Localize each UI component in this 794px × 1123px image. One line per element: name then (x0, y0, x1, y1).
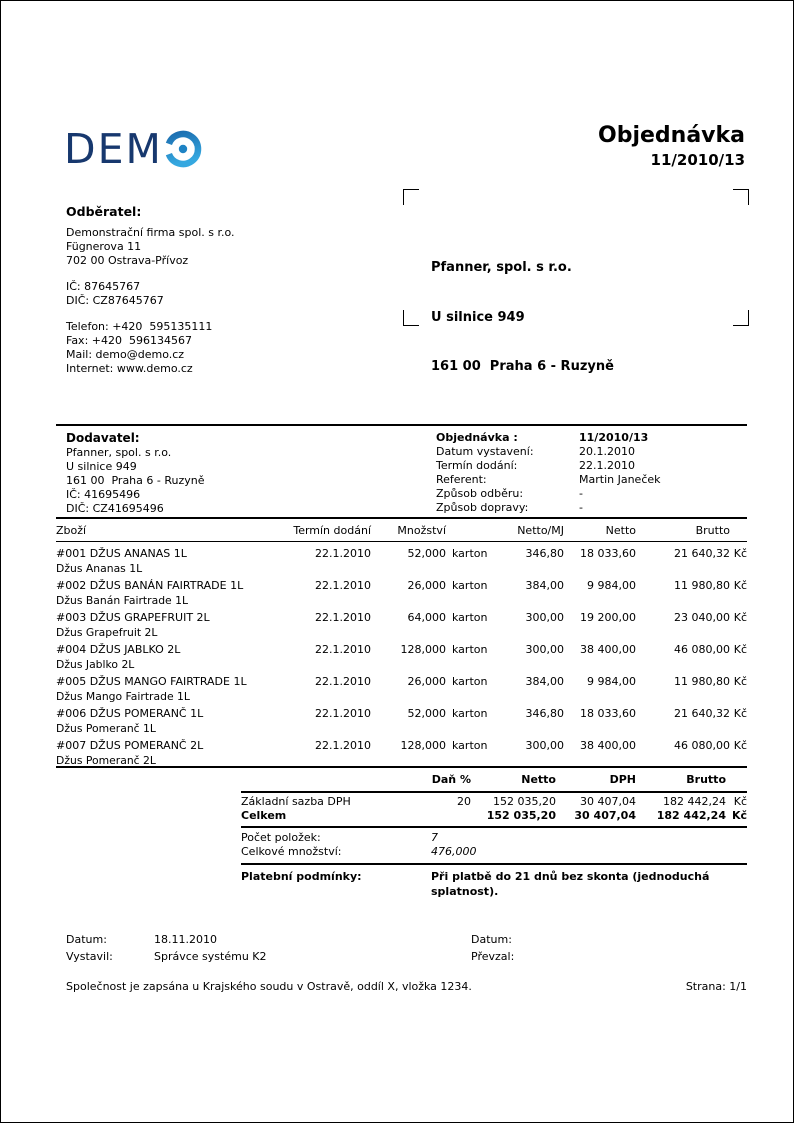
item-currency: Kč (733, 739, 747, 752)
order-info-label: Objednávka : (436, 431, 518, 444)
supplier-city: 161 00 Praha 6 - Ruzyně (66, 474, 205, 487)
customer-name: Demonstrační firma spol. s r.o. (66, 226, 235, 239)
table-row (56, 638, 747, 670)
vat-rate-label: Základní sazba DPH (241, 795, 351, 808)
item-netto-mj: 300,00 (525, 739, 564, 752)
recipient-name: Pfanner, spol. s r.o. (431, 260, 572, 275)
table-row (56, 542, 747, 574)
item-netto-mj: 346,80 (525, 707, 564, 720)
item-code: #002 DŽUS BANÁN FAIRTRADE 1L (56, 579, 244, 592)
col-header-dph: DPH (609, 773, 636, 786)
recipient-street: U silnice 949 (431, 309, 525, 325)
item-unit: karton (452, 547, 488, 560)
item-brutto: 11 980,80 (674, 579, 730, 592)
vat-rate-currency: Kč (733, 795, 747, 808)
customer-street: Fügnerova 11 (66, 240, 142, 253)
item-termin: 22.1.2010 (315, 739, 371, 752)
total-quantity-value: 476,000 (431, 845, 477, 858)
recipient-city: 161 00 Praha 6 - Ruzyně (431, 359, 614, 374)
table-row (56, 574, 747, 606)
order-info-row (436, 459, 661, 473)
customer-phone: Telefon: +420 595135111 (66, 320, 213, 333)
item-currency: Kč (733, 675, 747, 688)
item-currency: Kč (733, 643, 747, 656)
item-unit: karton (452, 611, 488, 624)
item-unit: karton (452, 579, 488, 592)
col-header-termin-dodani: Termín dodání (293, 524, 371, 537)
item-unit: karton (452, 643, 488, 656)
signature-block-left (66, 931, 267, 965)
supplier-heading: Dodavatel: (66, 431, 140, 445)
item-netto: 38 400,00 (580, 643, 636, 656)
item-termin: 22.1.2010 (315, 707, 371, 720)
item-description: Džus Pomeranč 2L (56, 754, 156, 767)
order-info-row (436, 431, 661, 445)
item-description: Džus Grapefruit 2L (56, 626, 158, 639)
order-info-value: 11/2010/13 (579, 431, 649, 444)
item-code: #001 DŽUS ANANAS 1L (56, 547, 187, 560)
total-dph: 30 407,04 (574, 809, 636, 822)
recipient-address (431, 227, 614, 409)
totals-rows (241, 793, 747, 828)
logo-text: DEM (64, 126, 163, 172)
item-netto: 18 033,60 (580, 547, 636, 560)
issued-by-label: Vystavil: (66, 950, 113, 963)
item-qty: 26,000 (407, 675, 446, 688)
table-row (56, 606, 747, 638)
col-header-brutto: Brutto (686, 773, 726, 786)
counts-section (241, 828, 747, 865)
item-code: #006 DŽUS POMERANČ 1L (56, 707, 204, 720)
item-qty: 64,000 (407, 611, 446, 624)
item-termin: 22.1.2010 (315, 643, 371, 656)
vat-rate-brutto: 182 442,24 (663, 795, 726, 808)
order-info-value: - (579, 487, 583, 500)
order-info-block (436, 431, 661, 515)
order-info-label: Způsob dopravy: (436, 501, 529, 514)
col-header-netto: Netto (521, 773, 556, 786)
customer-block (66, 204, 235, 388)
crop-mark-bottom-left (403, 310, 419, 326)
item-termin: 22.1.2010 (315, 675, 371, 688)
item-currency: Kč (733, 611, 747, 624)
totals-section (241, 773, 747, 899)
page-indicator: Strana: 1/1 (685, 980, 747, 993)
item-code: #004 DŽUS JABLKO 2L (56, 643, 181, 656)
table-row (56, 734, 747, 766)
vat-rate-row (241, 795, 747, 809)
col-header-dan: Daň % (431, 773, 471, 786)
item-termin: 22.1.2010 (315, 579, 371, 592)
order-info-label: Termín dodání: (436, 459, 518, 472)
item-currency: Kč (733, 579, 747, 592)
date-label: Datum: (471, 933, 512, 946)
order-info-row (436, 501, 661, 515)
order-info-label: Datum vystavení: (436, 445, 534, 458)
supplier-name: Pfanner, spol. s r.o. (66, 446, 172, 459)
item-count-value: 7 (431, 831, 438, 844)
customer-ic: IČ: 87645767 (66, 280, 141, 293)
item-currency: Kč (733, 547, 747, 560)
issued-by-value: Správce systému K2 (154, 950, 267, 963)
item-netto: 9 984,00 (587, 675, 636, 688)
total-brutto: 182 442,24 (656, 809, 726, 822)
item-qty: 128,000 (400, 643, 446, 656)
item-description: Džus Banán Fairtrade 1L (56, 594, 189, 607)
item-netto-mj: 300,00 (525, 643, 564, 656)
issued-by-row (66, 948, 267, 965)
item-code: #005 DŽUS MANGO FAIRTRADE 1L (56, 675, 247, 688)
item-description: Džus Mango Fairtrade 1L (56, 690, 190, 703)
item-brutto: 46 080,00 (674, 739, 730, 752)
total-percent (426, 809, 471, 823)
total-label: Celkem (241, 809, 287, 822)
item-count-row (241, 831, 747, 845)
item-unit: karton (452, 675, 488, 688)
demo-logo (64, 126, 214, 176)
item-description: Džus Jablko 2L (56, 658, 135, 671)
item-termin: 22.1.2010 (315, 611, 371, 624)
col-header-netto: Netto (605, 524, 636, 537)
company-registration-note: Společnost je zapsána u Krajského soudu v Ostravě, oddíl X, vložka 1234. (66, 980, 472, 993)
item-brutto: 21 640,32 (674, 547, 730, 560)
date-row (471, 931, 559, 948)
order-number: 11/2010/13 (650, 151, 745, 169)
order-info-value: 20.1.2010 (579, 445, 635, 458)
customer-city: 702 00 Ostrava-Přívoz (66, 254, 189, 267)
customer-dic: DIČ: CZ87645767 (66, 294, 164, 307)
date-value: 18.11.2010 (154, 933, 217, 946)
order-info-label: Způsob odběru: (436, 487, 524, 500)
item-termin: 22.1.2010 (315, 547, 371, 560)
address-window (403, 189, 749, 374)
col-header-mnozstvi: Množství (397, 524, 446, 537)
items-table (56, 517, 747, 768)
item-brutto: 11 980,80 (674, 675, 730, 688)
vat-rate-dph: 30 407,04 (580, 795, 636, 808)
col-header-currency (730, 524, 747, 537)
order-info-value: Martin Janeček (579, 473, 661, 486)
date-row (66, 931, 267, 948)
payment-terms-row (241, 865, 747, 899)
item-qty: 52,000 (407, 707, 446, 720)
item-qty: 52,000 (407, 547, 446, 560)
item-description: Džus Pomeranč 1L (56, 722, 156, 735)
logo-dot-icon (179, 145, 187, 153)
item-netto: 9 984,00 (587, 579, 636, 592)
order-info-label: Referent: (436, 473, 487, 486)
item-netto: 38 400,00 (580, 739, 636, 752)
item-brutto: 23 040,00 (674, 611, 730, 624)
document-header (598, 123, 745, 169)
item-unit: karton (452, 739, 488, 752)
col-header-zbozi: Zboží (56, 524, 87, 537)
order-info-value: - (579, 501, 583, 514)
page-title: Objednávka (598, 123, 745, 148)
divider-rule-top (56, 424, 747, 426)
supplier-ic: IČ: 41695496 (66, 488, 141, 501)
item-netto-mj: 300,00 (525, 611, 564, 624)
payment-terms-label: Platební podmínky: (241, 870, 362, 883)
item-netto-mj: 384,00 (525, 675, 564, 688)
item-currency: Kč (733, 707, 747, 720)
order-info-value: 22.1.2010 (579, 459, 635, 472)
total-currency: Kč (731, 809, 747, 822)
item-count-label: Počet položek: (241, 831, 321, 844)
item-netto: 19 200,00 (580, 611, 636, 624)
item-description: Džus Ananas 1L (56, 562, 143, 575)
item-qty: 128,000 (400, 739, 446, 752)
crop-mark-bottom-right (733, 310, 749, 326)
crop-mark-top-right (733, 189, 749, 205)
col-header-unit (446, 524, 494, 537)
items-table-header (56, 519, 747, 542)
col-header-netto-mj: Netto/MJ (517, 524, 564, 537)
total-row (241, 809, 747, 823)
customer-heading: Odběratel: (66, 204, 142, 219)
item-qty: 26,000 (407, 579, 446, 592)
item-brutto: 21 640,32 (674, 707, 730, 720)
crop-mark-top-left (403, 189, 419, 205)
customer-internet: Internet: www.demo.cz (66, 362, 193, 375)
item-code: #007 DŽUS POMERANČ 2L (56, 739, 204, 752)
vat-rate-netto: 152 035,20 (493, 795, 556, 808)
vat-rate-percent: 20 (457, 795, 471, 808)
item-brutto: 46 080,00 (674, 643, 730, 656)
item-netto: 18 033,60 (580, 707, 636, 720)
signature-block-right (471, 931, 559, 965)
table-row (56, 702, 747, 734)
item-netto-mj: 384,00 (525, 579, 564, 592)
table-row (56, 670, 747, 702)
supplier-street: U silnice 949 (66, 460, 137, 473)
received-by-label: Převzal: (471, 950, 515, 963)
total-quantity-row (241, 845, 747, 859)
date-label: Datum: (66, 933, 107, 946)
order-info-row (436, 487, 661, 501)
totals-header (241, 773, 747, 793)
item-netto-mj: 346,80 (525, 547, 564, 560)
page-footer (66, 980, 747, 993)
col-header-brutto: Brutto (695, 524, 730, 537)
item-code: #003 DŽUS GRAPEFRUIT 2L (56, 611, 210, 624)
supplier-dic: DIČ: CZ41695496 (66, 502, 164, 515)
total-quantity-label: Celkové množství: (241, 845, 342, 858)
payment-terms-value: Při platbě do 21 dnů bez skonta (jednoduchá splatnost). (431, 870, 710, 898)
customer-mail: Mail: demo@demo.cz (66, 348, 185, 361)
customer-fax: Fax: +420 596134567 (66, 334, 192, 347)
received-by-row (471, 948, 559, 965)
order-info-row (436, 445, 661, 459)
total-netto: 152 035,20 (486, 809, 556, 822)
item-unit: karton (452, 707, 488, 720)
order-info-row (436, 473, 661, 487)
demo-logo-icon (64, 126, 214, 172)
supplier-block (66, 430, 205, 516)
